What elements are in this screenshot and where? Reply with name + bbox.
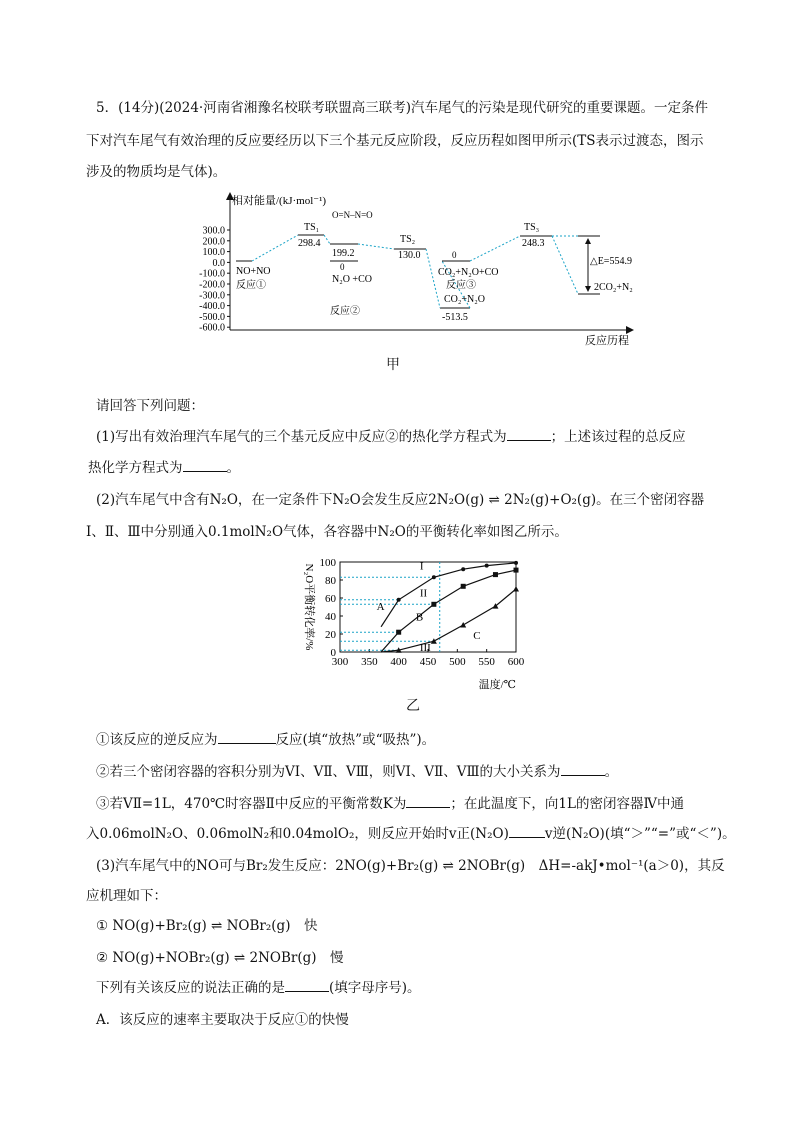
point-III: [513, 586, 519, 592]
point-label-C: C: [473, 630, 481, 642]
q3-prompt-text-b: (填字母序号)。: [329, 980, 421, 996]
q2-sub2-text-b: 。: [604, 764, 619, 780]
conversion-chart-plot: [303, 557, 525, 691]
level-label-reactants: NO+NO: [236, 266, 271, 277]
point-II: [431, 602, 436, 607]
q2-sub1-text-b: 反应(填“放热”或“吸热”)。: [275, 732, 436, 748]
y-tick-label: 80: [325, 575, 336, 587]
question-intro-line-1: 5．(14分)(2024·河南省湘豫名校联考联盟高三联考)汽车尾气的污染是现代研究的重要课题。一定条件: [96, 100, 708, 116]
energy-y-tick-label: -400.0: [199, 301, 225, 313]
level-sub-reaction3: 反应③: [446, 280, 476, 291]
q2-sub3-line-2: [86, 822, 736, 842]
question-intro-line-2: 下对汽车尾气有效治理的反应要经历以下三个基元反应阶段，反应历程如图甲所示(TS表示过渡态，图示: [86, 133, 704, 149]
x-tick-label: 550: [478, 656, 495, 668]
q3-prompt: [96, 976, 421, 996]
x-tick-label: 350: [361, 656, 378, 668]
y-tick-label: 20: [325, 629, 336, 641]
x-tick-label: 500: [449, 656, 466, 668]
series-label-I: I: [419, 560, 424, 573]
figure1-caption: 甲: [386, 357, 400, 373]
q3-prompt-text-a: 下列有关该反应的说法正确的是: [96, 980, 285, 996]
y-tick-label: 0: [330, 647, 336, 659]
q1-answer-blank-2[interactable]: [183, 459, 227, 472]
level-value-int4: 0: [452, 250, 457, 260]
x-tick-label: 600: [507, 656, 525, 668]
energy-y-tick-label: -500.0: [199, 311, 225, 323]
q1-text-c: 热化学方程式为: [88, 460, 183, 476]
q3-step-2: ② NO(g)+NOBr₂(g) ⇌ 2NOBr(g) 慢: [96, 950, 344, 966]
delta-e-label: △E=554.9: [590, 256, 632, 267]
energy-y-tick-label: -300.0: [199, 290, 225, 302]
level-label-products: 2CO₂+N₂: [594, 282, 633, 293]
level-value-ts2: 130.0: [398, 250, 421, 261]
energy-y-tick-label: 100.0: [202, 247, 225, 259]
energy-y-tick-label: -100.0: [199, 268, 225, 280]
q2-sub1: [96, 728, 435, 748]
conversion-chart: [294, 552, 544, 692]
energy-x-label: 反应历程: [585, 335, 629, 347]
point-I: [397, 598, 401, 602]
level-value-int2: 0: [340, 262, 345, 272]
level-label-ts3: TS₃: [524, 222, 540, 233]
q2-sub2-blank[interactable]: [561, 763, 605, 776]
energy-y-tick-label: -600.0: [199, 322, 225, 334]
point-I: [514, 561, 518, 565]
level-value-ts1: 298.4: [298, 238, 321, 249]
question-intro-line-3: 涉及的物质均是气体)。: [86, 164, 227, 180]
q2-sub1-blank[interactable]: [218, 731, 276, 744]
level-value-int1: 199.2: [332, 248, 355, 259]
y-tick-label: 60: [325, 593, 336, 605]
q2-line-2: Ⅰ、Ⅱ、Ⅲ中分别通入0.1molN₂O气体，各容器中N₂O的平衡转化率如图乙所示。: [86, 524, 568, 540]
level-label-int1: O=N–N=O: [332, 210, 373, 220]
x-tick-label: 300: [331, 656, 349, 668]
prompt: 请回答下列问题：: [96, 398, 204, 414]
point-label-A: A: [376, 600, 385, 613]
level-label-ts2: TS₂: [400, 234, 416, 245]
q2-sub3-blank-1[interactable]: [406, 795, 450, 808]
q2-sub3-text-c: 入0.06molN₂O、0.06molN₂和0.04molO₂，则反应开始时v正(N₂O): [86, 826, 509, 842]
point-I: [461, 567, 465, 571]
q1-text-b: ；上述该过程的总反应: [550, 429, 686, 445]
level-label-int2: N₂O +CO: [332, 274, 372, 285]
point-I: [432, 575, 436, 579]
q2-sub2: [96, 760, 618, 780]
y-tick-label: 40: [325, 611, 336, 623]
q1-text-a: (1)写出有效治理汽车尾气的三个基元反应中反应②的热化学方程式为: [96, 429, 507, 445]
energy-y-tick-label: -200.0: [199, 279, 225, 291]
q3-line-2: 应机理如下：: [86, 888, 167, 904]
q3-step-1: ① NO(g)+Br₂(g) ⇌ NOBr₂(g) 快: [96, 918, 318, 934]
y-tick-label: 100: [319, 557, 336, 569]
q3-line-1: (3)汽车尾气中的NO可与Br₂发生反应：2NO(g)+Br₂(g) ⇌ 2NOBr(g) ΔH=-akJ•mol⁻¹(a＞0)，其反: [96, 858, 725, 874]
q2-line-1: (2)汽车尾气中含有N₂O，在一定条件下N₂O会发生反应2N₂O(g) ⇌ 2N₂(g)+O₂(g)。在三个密闭容器: [96, 492, 705, 508]
point-II: [396, 630, 401, 635]
level-value-int3: -513.5: [442, 312, 468, 323]
series-label-III: III: [419, 642, 431, 655]
q2-sub2-text-a: ②若三个密闭容器的容积分别为VⅠ、VⅡ、VⅢ，则VⅠ、VⅡ、VⅢ的大小关系为: [96, 764, 561, 780]
point-III: [460, 622, 466, 628]
q2-sub3-line-1: [96, 792, 684, 812]
energy-y-tick-label: 200.0: [202, 236, 225, 248]
q2-sub3-text-b: ；在此温度下，向1L的密闭容器Ⅳ中通: [450, 796, 684, 812]
q3-option-a[interactable]: A．该反应的速率主要取决于反应①的快慢: [96, 1012, 349, 1028]
point-II: [514, 568, 519, 573]
level-value-ts3: 248.3: [522, 238, 545, 249]
energy-y-label: 相对能量/(kJ·mol⁻¹): [232, 195, 327, 207]
point-II: [461, 584, 466, 589]
level-sub-reaction1: 反应①: [236, 280, 266, 291]
energy-y-tick-label: 300.0: [202, 225, 225, 237]
q2-sub3-text-d: v逆(N₂O)(填“＞”“=”或“＜”)。: [544, 826, 736, 842]
q2-sub3-blank-2[interactable]: [509, 825, 545, 838]
energy-y-tick-label: 0.0: [212, 257, 225, 269]
level-label-ts1: TS₁: [304, 222, 320, 233]
q1-answer-blank-1[interactable]: [507, 428, 551, 441]
point-label-B: B: [415, 611, 424, 624]
point-III: [431, 638, 437, 644]
level-sub-reaction2: 反应②: [330, 306, 360, 317]
chart-y-label: N₂O平衡转化率/%: [303, 563, 315, 651]
q1-line-1: [96, 425, 686, 445]
x-tick-label: 450: [419, 656, 437, 668]
series-label-II: II: [419, 587, 428, 600]
point-II: [493, 572, 498, 577]
series-line-II: [381, 570, 516, 655]
energy-x-arrow: [626, 326, 634, 334]
q1-line-2: [88, 456, 240, 476]
q1-text-d: 。: [226, 460, 240, 476]
level-label-int3: CO₂+N₂O: [444, 294, 485, 305]
q2-sub1-text-a: ①该反应的逆反应为: [96, 732, 218, 748]
chart-frame: [340, 562, 516, 655]
point-I: [485, 564, 489, 568]
chart-x-label: 温度/℃: [478, 679, 516, 691]
energy-y-ticks: [199, 226, 230, 334]
q3-answer-blank[interactable]: [285, 979, 329, 992]
x-tick-label: 400: [390, 656, 407, 668]
energy-diagram: [180, 190, 650, 350]
level-label-int4: CO₂+N₂O+CO: [438, 267, 499, 278]
q2-sub3-text-a: ③若VⅡ=1L，470℃时容器Ⅱ中反应的平衡常数K为: [96, 796, 407, 812]
figure2-caption: 乙: [406, 698, 420, 714]
